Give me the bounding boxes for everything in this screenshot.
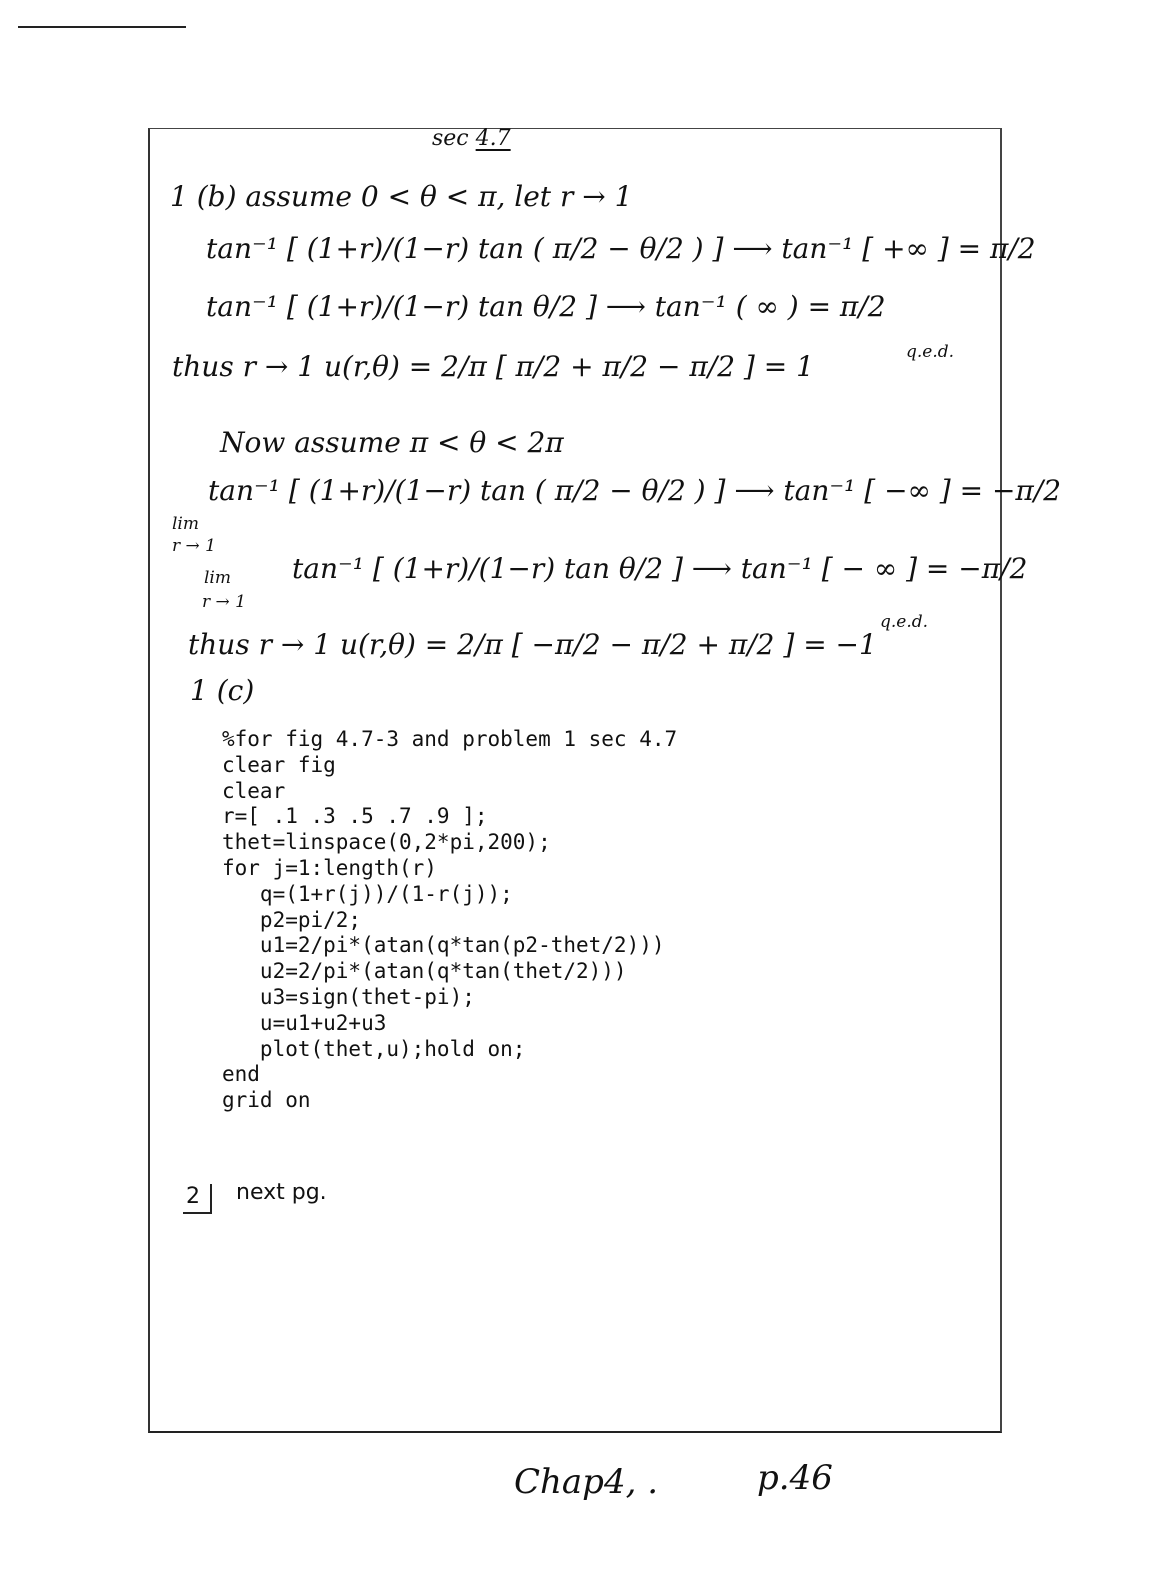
problem-2-underline: [183, 1212, 211, 1214]
footer-page-number: p.46: [757, 1458, 833, 1498]
code-line: end: [222, 1062, 260, 1087]
code-line: r=[ .1 .3 .5 .7 .9 ];: [222, 804, 488, 829]
code-line: %for fig 4.7-3 and problem 1 sec 4.7: [222, 727, 678, 751]
lim-2-sub: r → 1: [202, 592, 246, 612]
hw-line-2: tan⁻¹ [ (1+r)/(1−r) tan ( π/2 − θ/2 ) ] ⟶ tan⁻¹ [ +∞ ] = π/2: [206, 232, 1036, 265]
hw-line-5: Now assume π < θ < 2π: [220, 426, 564, 459]
code-line: grid on: [222, 1088, 311, 1113]
lim-2: lim: [204, 568, 231, 588]
problem-2-note: next pg.: [236, 1180, 327, 1205]
hw-line-8: thus r → 1 u(r,θ) = 2/π [ −π/2 − π/2 + π/2 ] = −1: [188, 628, 877, 661]
code-line: u2=2/pi*(atan(q*tan(thet/2))): [222, 959, 627, 984]
code-line: clear fig: [222, 752, 336, 777]
qed-1: q.e.d.: [906, 342, 955, 362]
lim-1: lim: [172, 514, 199, 534]
section-prefix: sec: [432, 126, 469, 151]
lim-1-sub: r → 1: [172, 536, 216, 556]
code-line: q=(1+r(j))/(1-r(j));: [222, 881, 513, 906]
matlab-code-block: [222, 727, 677, 1114]
hw-line-1: 1 (b) assume 0 < θ < π, let r → 1: [170, 180, 633, 213]
hw-line-3: tan⁻¹ [ (1+r)/(1−r) tan θ/2 ] ⟶ tan⁻¹ ( ∞ ) = π/2: [206, 290, 886, 323]
code-line: plot(thet,u);hold on;: [222, 1036, 526, 1061]
section-heading: [432, 126, 511, 151]
code-line: u1=2/pi*(atan(q*tan(p2-thet/2))): [222, 933, 665, 958]
top-rule: [18, 26, 186, 28]
footer-chapter: Chap4, .: [514, 1462, 659, 1502]
code-line: for j=1:length(r): [222, 855, 437, 880]
section-number: 4.7: [475, 126, 511, 151]
hw-line-4: thus r → 1 u(r,θ) = 2/π [ π/2 + π/2 − π/2 ] = 1: [172, 350, 814, 383]
code-line: u3=sign(thet-pi);: [222, 984, 475, 1009]
hw-line-6: tan⁻¹ [ (1+r)/(1−r) tan ( π/2 − θ/2 ) ] ⟶ tan⁻¹ [ −∞ ] = −π/2: [208, 474, 1062, 507]
problem-2-number: 2: [186, 1184, 200, 1209]
qed-2: q.e.d.: [880, 612, 929, 632]
code-line: thet=linspace(0,2*pi,200);: [222, 830, 551, 855]
code-line: p2=pi/2;: [222, 907, 362, 932]
code-line: clear: [222, 778, 286, 803]
code-line: u=u1+u2+u3: [222, 1010, 387, 1035]
hw-line-9: 1 (c): [190, 674, 255, 707]
problem-2-bracket: [210, 1184, 212, 1214]
hw-line-7: tan⁻¹ [ (1+r)/(1−r) tan θ/2 ] ⟶ tan⁻¹ [ − ∞ ] = −π/2: [292, 552, 1028, 585]
